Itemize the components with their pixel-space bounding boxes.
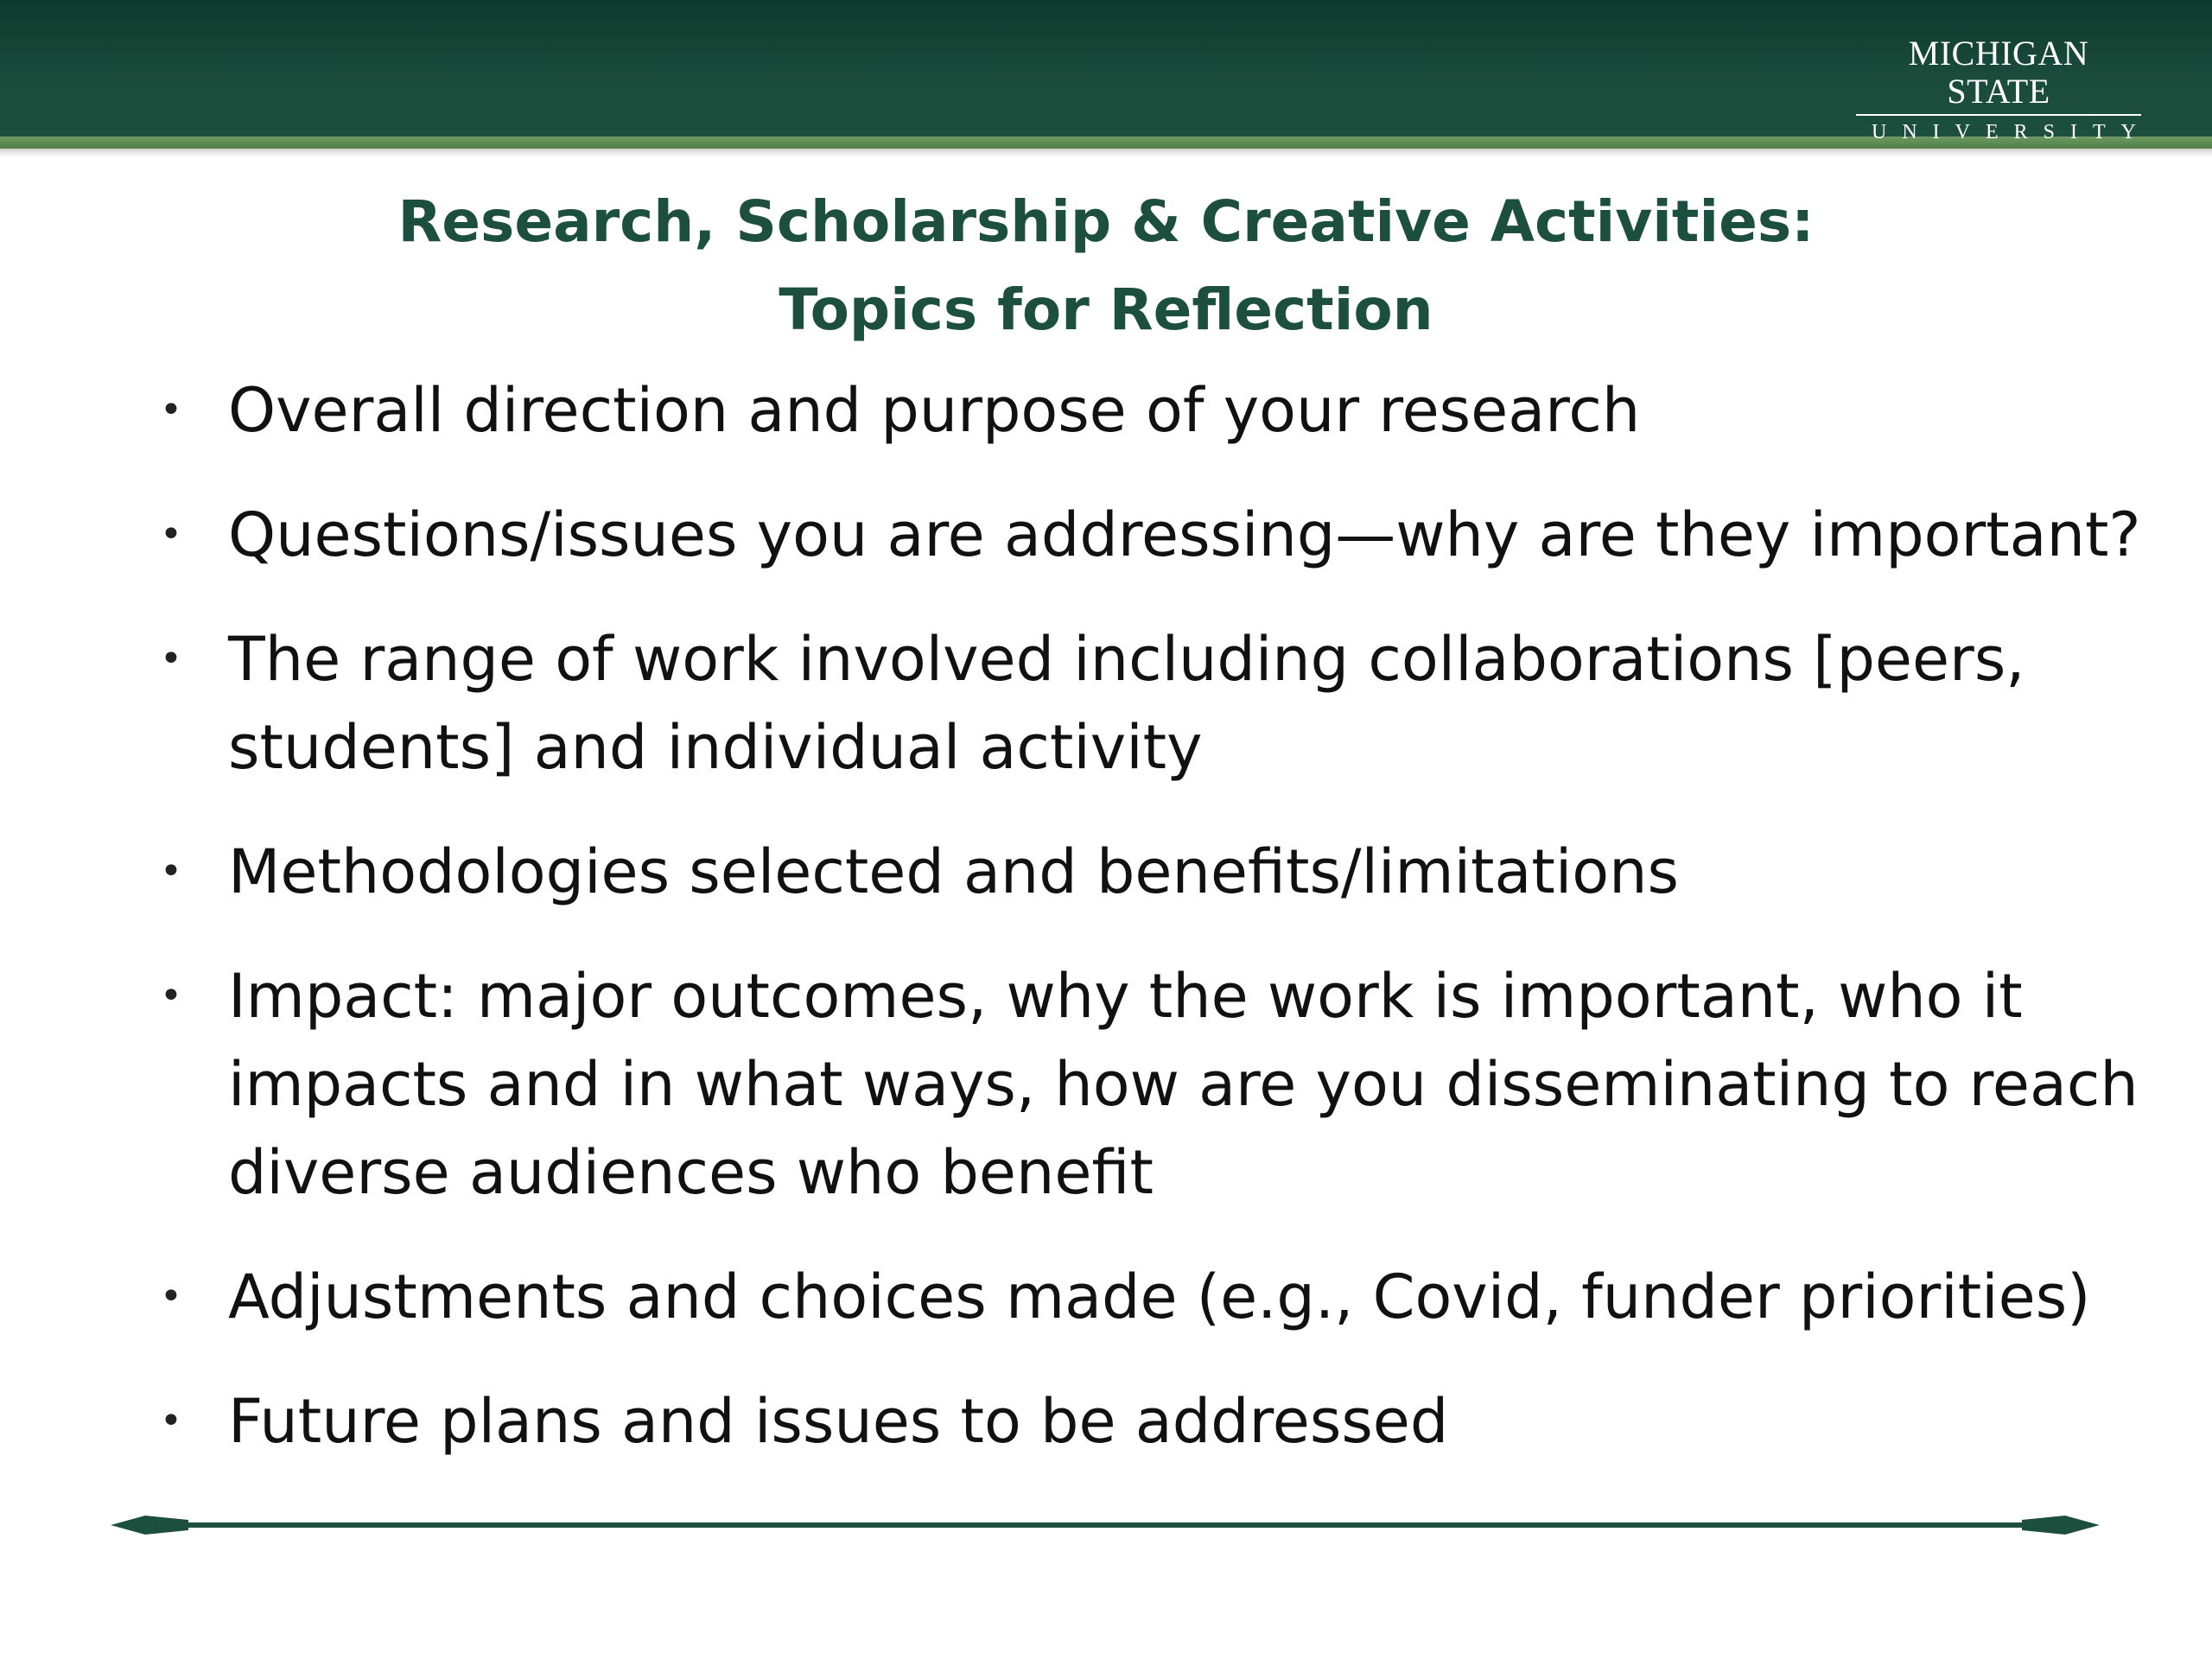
bullet-dot-icon: • [160,1399,182,1443]
bullet-item [0,491,2212,579]
bullet-dot-icon: • [160,637,182,681]
bullet-text-line: Overall direction and purpose of your research [228,375,1641,446]
bullet-text-line: Future plans and issues to be addressed [228,1386,1449,1457]
title-line-2: Topics for Reflection [779,276,1433,343]
bullet-dot-icon: • [160,388,182,432]
bottom-divider [111,1508,2100,1542]
bullet-text-line: The range of work involved including collaborations [peers, [228,624,2025,695]
bullet-dot-icon: • [160,849,182,893]
title-line-1: Research, Scholarship & Creative Activities: [397,188,1815,255]
bullet-text-line: Methodologies selected and benefits/limitations [228,836,1679,907]
bullet-text-line: Questions/issues you are addressing—why are they important? [228,499,2141,570]
bullet-text-line: Adjustments and choices made (e.g., Covid, funder priorities) [228,1262,2091,1332]
bullet-text-line: diverse audiences who benefit [228,1137,1154,1208]
divider-line [145,1522,2065,1528]
bullet-item [0,828,2212,916]
bullet-item [0,952,2212,1217]
bullet-dot-icon: • [160,512,182,556]
header-shadow [0,149,2212,157]
bullet-item [0,615,2212,791]
bullet-dot-icon: • [160,1274,182,1319]
bullet-item [0,366,2212,454]
divider-left-arrowhead [111,1516,188,1535]
divider-right-arrowhead [2022,1516,2100,1535]
bullet-dot-icon: • [160,974,182,1018]
bullet-item [0,1253,2212,1341]
bullet-text-line: Impact: major outcomes, why the work is important, who it [228,961,2023,1032]
bullet-item [0,1377,2212,1465]
msu-logo [1856,34,2152,145]
bullet-list [0,366,2212,1502]
logo-line-1: MICHIGAN STATE [1856,35,2141,116]
logo-line-2: UNIVERSITY [1872,121,2152,143]
slide-title [0,178,2212,354]
bullet-text-line: impacts and in what ways, how are you disseminating to reach [228,1049,2139,1120]
bullet-text-line: students] and individual activity [228,712,1203,783]
